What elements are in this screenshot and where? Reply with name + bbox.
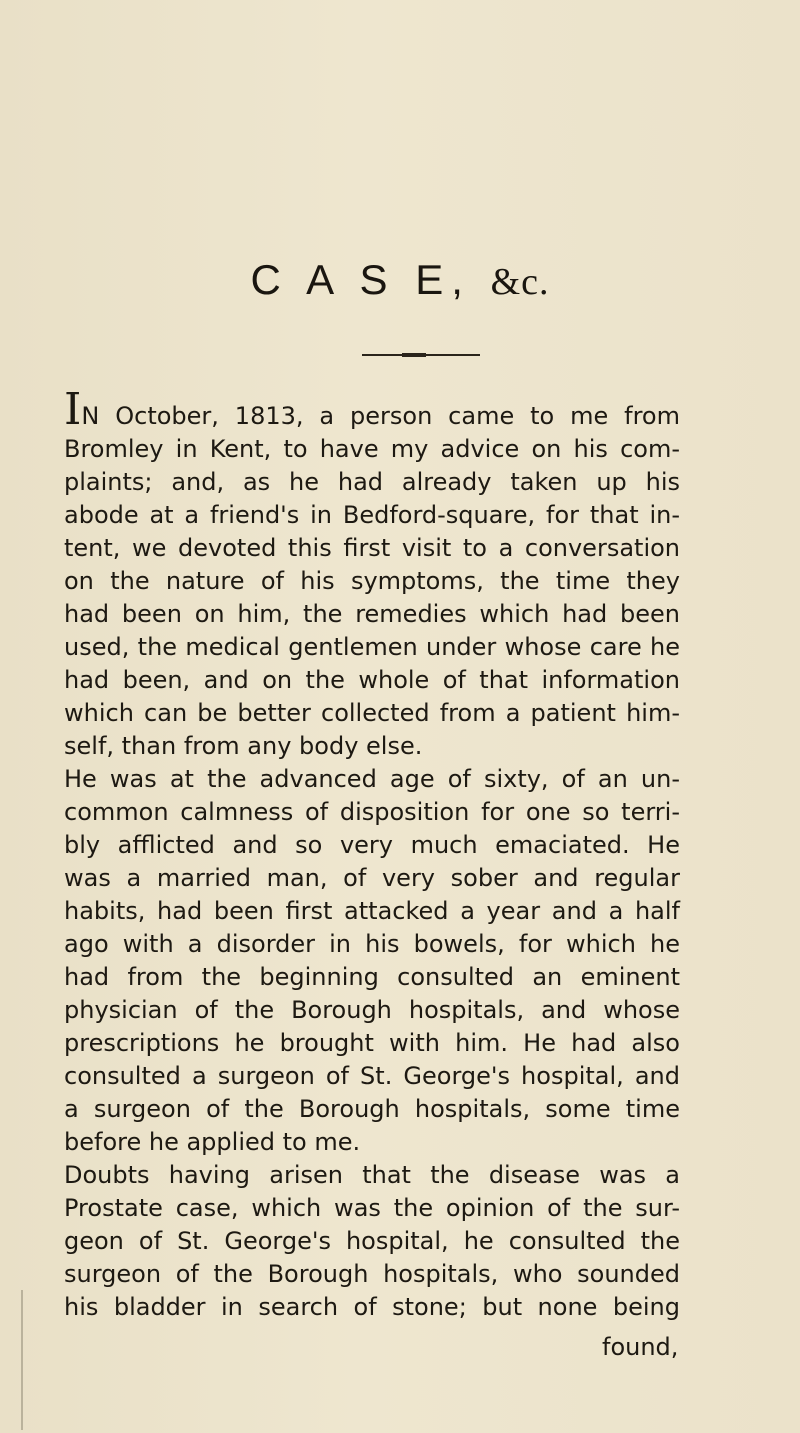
drop-cap: I [64, 384, 82, 435]
text-line: habits, had been first attacked a year and a half [64, 897, 680, 925]
text-line: ago with a disorder in his bowels, for which he [64, 930, 680, 958]
page-edge-mark [21, 1290, 23, 1430]
heading-etc: &c. [490, 261, 550, 303]
text-line: surgeon of the Borough hospitals, who sounded [64, 1260, 680, 1288]
text-line: a surgeon of the Borough hospitals, some time [64, 1095, 680, 1123]
text-line: IN October, 1813, a person came to me from [64, 384, 680, 435]
text-line: bly afflicted and so very much emaciated. He [64, 831, 680, 859]
text-line: on the nature of his symptoms, the time they [64, 567, 680, 595]
text-line: consulted a surgeon of St. George's hospital, and [64, 1062, 680, 1090]
body-text [64, 384, 680, 1324]
text-line: plaints; and, as he had already taken up his [64, 468, 680, 496]
text-line: Prostate case, which was the opinion of the sur- [64, 1194, 680, 1222]
rule-ornament [402, 353, 426, 357]
text-line: physician of the Borough hospitals, and whose [64, 996, 680, 1024]
text-line: geon of St. George's hospital, he consulted the [64, 1227, 680, 1255]
text-line: Doubts having arisen that the disease was a [64, 1161, 680, 1189]
text-line: had from the beginning consulted an eminent [64, 963, 680, 991]
text-line: had been on him, the remedies which had been [64, 600, 680, 628]
text-line: self, than from any body else. [64, 732, 423, 760]
paragraph-1 [64, 384, 680, 763]
chapter-heading [0, 256, 800, 304]
text-line: before he applied to me. [64, 1128, 361, 1156]
paragraph-3 [64, 1159, 680, 1324]
text-line: his bladder in search of stone; but none being [64, 1293, 680, 1321]
paragraph-2 [64, 763, 680, 1159]
text-line: was a married man, of very sober and regular [64, 864, 680, 892]
text-line: used, the medical gentlemen under whose care he [64, 633, 680, 661]
text-line: which can be better collected from a patient him- [64, 699, 680, 727]
text-line: common calmness of disposition for one so terri- [64, 798, 680, 826]
text-line: tent, we devoted this first visit to a conversation [64, 534, 680, 562]
text-line: abode at a friend's in Bedford-square, for that in- [64, 501, 680, 529]
catchword: found, [602, 1333, 679, 1361]
text-line: had been, and on the whole of that information [64, 666, 680, 694]
ornamental-rule [362, 354, 480, 356]
heading-title: C A S E, [250, 256, 471, 303]
text-line: prescriptions he brought with him. He had also [64, 1029, 680, 1057]
text-line: He was at the advanced age of sixty, of an un- [64, 765, 680, 793]
text-line: Bromley in Kent, to have my advice on his com- [64, 435, 680, 463]
